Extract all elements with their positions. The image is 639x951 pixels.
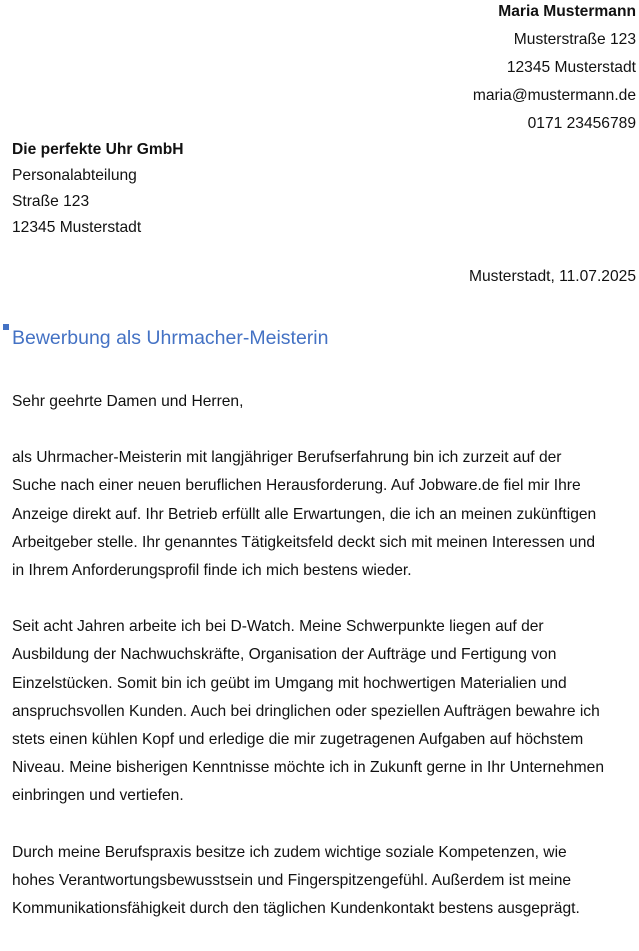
- sender-phone: 0171 23456789: [527, 115, 636, 132]
- sender-address-block: [473, 0, 636, 138]
- subject-marker: [3, 324, 9, 330]
- paragraph-line: Arbeitgeber stelle. Ihr genanntes Tätigkeitsfeld deckt sich mit meinen Interessen und: [12, 533, 596, 551]
- paragraph-line: in Ihrem Anforderungsprofil finde ich mich bestens wieder.: [12, 562, 412, 580]
- recipient-street: Straße 123: [12, 193, 90, 210]
- paragraph-line: Durch meine Berufspraxis besitze ich zudem wichtige soziale Kompetenzen, wie: [12, 843, 567, 861]
- paragraph-line: Ausbildung der Nachwuchskräfte, Organisation der Aufträge und Fertigung von: [12, 646, 557, 664]
- recipient-address-block: [12, 137, 184, 241]
- paragraph-1: [12, 444, 638, 585]
- sender-name: Maria Mustermann: [498, 3, 636, 20]
- paragraph-2: [12, 613, 638, 810]
- letter-subject: Bewerbung als Uhrmacher-Meisterin: [12, 327, 329, 349]
- paragraph-line: einbringen und vertiefen.: [12, 787, 184, 805]
- paragraph-line: hohes Verantwortungsbewusstsein und Fingerspitzengefühl. Außerdem ist meine: [12, 871, 572, 889]
- sender-city: 12345 Musterstadt: [506, 59, 636, 76]
- recipient-company: Die perfekte Uhr GmbH: [12, 141, 184, 158]
- paragraph-line: Suche nach einer neuen beruflichen Herausforderung. Auf Jobware.de fiel mir Ihre: [12, 477, 581, 495]
- paragraph-line: Seit acht Jahren arbeite ich bei D-Watch. Meine Schwerpunkte liegen auf der: [12, 618, 544, 636]
- paragraph-line: als Uhrmacher-Meisterin mit langjähriger Berufserfahrung bin ich zurzeit auf der: [12, 449, 562, 467]
- recipient-city: 12345 Musterstadt: [12, 219, 142, 236]
- salutation: Sehr geehrte Damen und Herren,: [12, 393, 244, 410]
- paragraph-line: Kommunikationsfähigkeit durch den täglichen Kundenkontakt bestens ausgeprägt.: [12, 900, 580, 918]
- paragraph-line: Niveau. Meine bisherigen Kenntnisse möchte ich in Zukunft gerne in Ihr Unternehmen: [12, 759, 605, 777]
- sender-street: Musterstraße 123: [513, 31, 636, 48]
- paragraph-line: Einzelstücken. Somit bin ich geübt im Umgang mit hochwertigen Materialien und: [12, 674, 567, 692]
- paragraph-3: [12, 839, 638, 924]
- sender-email: maria@mustermann.de: [472, 87, 636, 104]
- letter-date: Musterstadt, 11.07.2025: [468, 268, 636, 285]
- paragraph-line: anspruchsvollen Kunden. Auch bei dringlichen oder speziellen Aufträgen bewahre ich: [12, 702, 600, 720]
- paragraph-line: Anzeige direkt auf. Ihr Betrieb erfüllt alle Erwartungen, die ich an meinen zukünftigen: [12, 505, 597, 523]
- paragraph-line: stets einen kühlen Kopf und erledige die mir zugetragenen Aufgaben auf höchstem: [12, 731, 584, 749]
- letter-body: [12, 388, 638, 951]
- recipient-department: Personalabteilung: [12, 167, 137, 184]
